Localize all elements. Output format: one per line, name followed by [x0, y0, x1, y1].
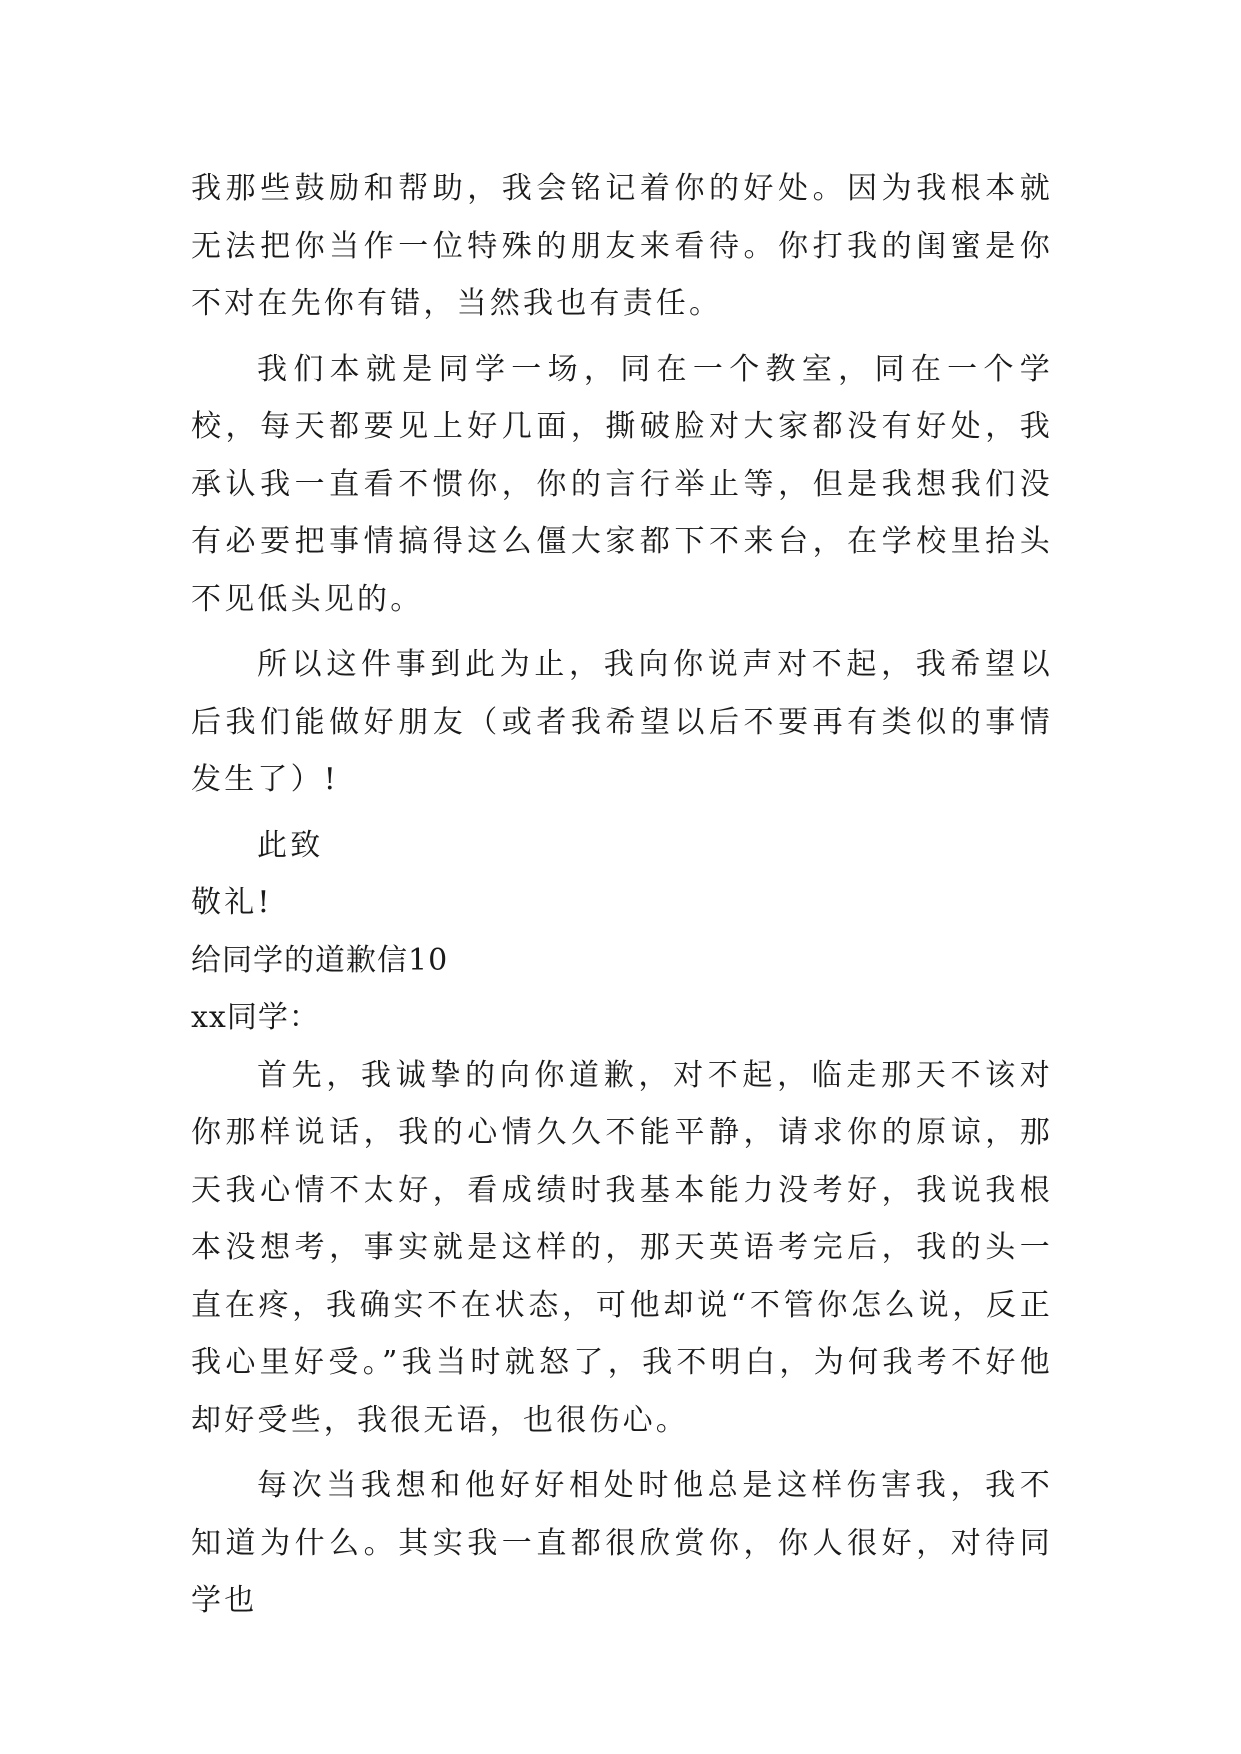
letter-greeting: xx同学：	[191, 1000, 320, 1035]
body-paragraph-2: 我们本就是同学一场，同在一个教室，同在一个学校，每天都要见上好几面，撕破脸对大家都没有好处，我承认我一直看不惯你，你的言行举止等，但是我想我们没有必要把事情搞得这么僵大家都下不来台，在学校里抬头不见低头见的。	[191, 351, 1053, 617]
closing-salutation: 此致	[257, 827, 324, 863]
document-page	[191, 160, 1053, 1638]
letter-paragraph-1: 首先，我诚挚的向你道歉，对不起，临走那天不该对你那样说话，我的心情久久不能平静，请求你的原谅，那天我心情不太好，看成绩时我基本能力没考好，我说我根本没想考，事实就是这样的，那天英语考完后，我的头一直在疼，我确实不在状态，可他却说“不管你怎么说，反正我心里好受。”我当时就怒了，我不明白，为何我考不好他却好受些，我很无语，也很伤心。	[191, 1057, 1053, 1438]
closing-regards: 敬礼!	[191, 885, 273, 920]
body-paragraph-1: 我那些鼓励和帮助，我会铭记着你的好处。因为我根本就无法把你当作一位特殊的朋友来看待。你打我的闺蜜是你不对在先你有错，当然我也有责任。	[191, 171, 1053, 321]
letter-title: 给同学的道歉信10	[191, 942, 449, 978]
letter-paragraph-2: 每次当我想和他好好相处时他总是这样伤害我，我不知道为什么。其实我一直都很欣赏你，你人很好，对待同学也	[191, 1468, 1053, 1618]
body-paragraph-3: 所以这件事到此为止，我向你说声对不起，我希望以后我们能做好朋友（或者我希望以后不要再有类似的事情发生了）!	[191, 647, 1053, 797]
